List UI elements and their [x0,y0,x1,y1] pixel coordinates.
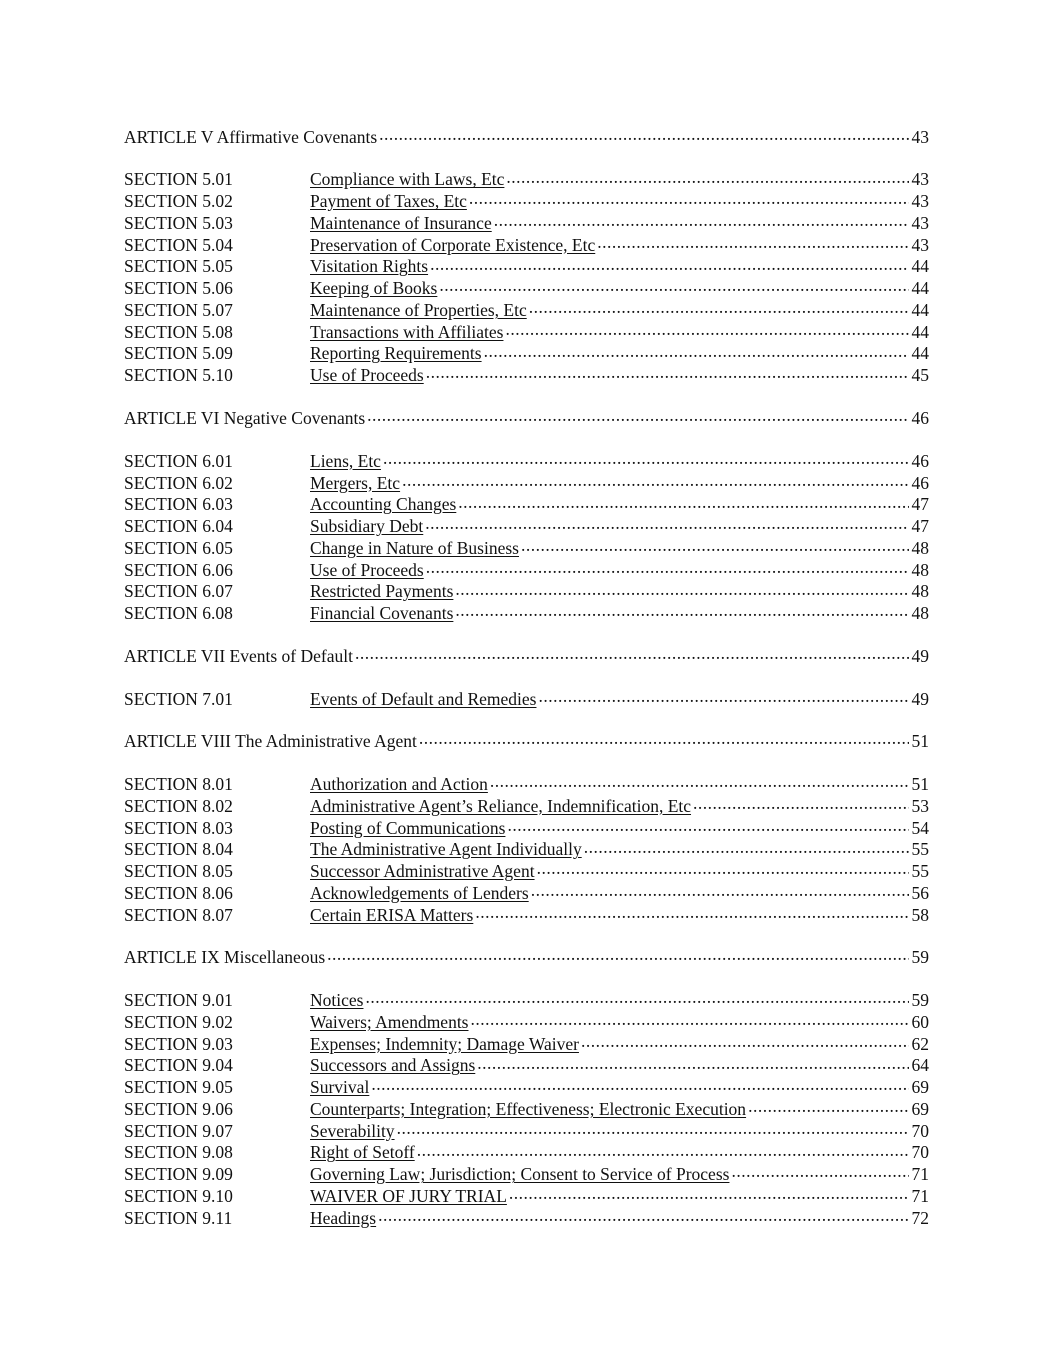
article-block [124,644,929,709]
section-page-number: 72 [911,1207,929,1228]
section-title-link[interactable]: Certain ERISA Matters [310,904,474,925]
section-page-number: 46 [911,472,929,493]
section-title-link[interactable]: Change in Nature of Business [310,537,519,558]
section-page-number: 45 [911,365,929,386]
toc-section-entry [124,493,929,515]
dot-leader [355,644,909,662]
section-title-link[interactable]: Reporting Requirements [310,343,482,364]
section-page-number: 44 [911,299,929,320]
section-title-link[interactable]: Posting of Communications [310,817,506,838]
article-block [124,946,929,1228]
section-number: SECTION 6.06 [124,559,233,580]
toc-section-entry [124,860,929,882]
section-title-link[interactable]: Notices [310,990,364,1011]
section-title-link[interactable]: Use of Proceeds [310,365,424,386]
section-number: SECTION 9.07 [124,1120,233,1141]
dot-leader [455,602,909,620]
toc-section-entry [124,1206,929,1228]
section-title-link[interactable]: Use of Proceeds [310,559,424,580]
toc-section-entry [124,255,929,277]
toc-section-entry [124,1119,929,1141]
section-title-link[interactable]: Maintenance of Insurance [310,212,492,233]
section-number: SECTION 8.01 [124,774,233,795]
dot-leader [529,298,909,316]
section-number: SECTION 8.06 [124,882,233,903]
toc-section-entry [124,580,929,602]
dot-leader [505,320,909,338]
dot-leader [537,860,909,878]
section-list [124,773,929,925]
section-number: SECTION 8.02 [124,795,233,816]
toc-article-entry[interactable] [124,406,929,428]
section-number: SECTION 6.05 [124,537,233,558]
article-title: ARTICLE VII Events of Default [124,645,353,666]
section-title-link[interactable]: Compliance with Laws, Etc [310,169,505,190]
toc-section-entry [124,233,929,255]
toc-section-entry [124,1097,929,1119]
section-page-number: 47 [911,494,929,515]
section-title-link[interactable]: Maintenance of Properties, Etc [310,299,527,320]
section-page-number: 51 [911,774,929,795]
section-number: SECTION 9.03 [124,1033,233,1054]
article-page-number: 43 [911,126,929,147]
article-page-number: 46 [911,407,929,428]
section-list [124,687,929,709]
toc-section-entry [124,190,929,212]
toc-section-entry [124,558,929,580]
section-page-number: 62 [911,1033,929,1054]
dot-leader [531,881,909,899]
section-page-number: 48 [911,581,929,602]
dot-leader [471,1010,910,1028]
section-number: SECTION 7.01 [124,688,233,709]
section-title-link[interactable]: Accounting Changes [310,494,457,515]
section-title-link[interactable]: Subsidiary Debt [310,516,424,537]
article-block [124,125,929,385]
section-number: SECTION 9.04 [124,1055,233,1076]
section-page-number: 60 [911,1011,929,1032]
section-page-number: 55 [911,861,929,882]
section-title-link[interactable]: Waivers; Amendments [310,1011,469,1032]
article-block [124,730,929,925]
dot-leader [419,730,909,748]
section-number: SECTION 9.10 [124,1185,233,1206]
section-title-link[interactable]: Payment of Taxes, Etc [310,191,467,212]
dot-leader [597,233,909,251]
section-number: SECTION 9.06 [124,1098,233,1119]
toc-article-entry[interactable] [124,730,929,752]
dot-leader [378,1206,909,1224]
section-page-number: 70 [911,1120,929,1141]
section-title-link[interactable]: Successors and Assigns [310,1055,476,1076]
dot-leader [748,1097,909,1115]
dot-leader [538,687,909,705]
toc-section-entry [124,903,929,925]
dot-leader [371,1076,909,1094]
section-title-link[interactable]: Acknowledgements of Lenders [310,882,529,903]
dot-leader [477,1054,909,1072]
section-page-number: 43 [911,212,929,233]
section-number: SECTION 5.07 [124,299,233,320]
dot-leader [439,277,909,295]
section-title-link[interactable]: Liens, Etc [310,450,381,471]
section-number: SECTION 5.09 [124,343,233,364]
section-number: SECTION 8.07 [124,904,233,925]
toc-section-entry [124,1141,929,1163]
section-number: SECTION 5.01 [124,169,233,190]
dot-leader [430,255,909,273]
section-number: SECTION 6.03 [124,494,233,515]
section-page-number: 64 [911,1055,929,1076]
section-title-link[interactable]: Headings [310,1207,377,1228]
article-block [124,406,929,623]
section-page-number: 47 [911,516,929,537]
toc-section-entry [124,1010,929,1032]
section-title-link[interactable]: Financial Covenants [310,603,454,624]
dot-leader [490,773,909,791]
section-title-link[interactable]: Authorization and Action [310,774,488,795]
section-page-number: 71 [911,1164,929,1185]
toc-section-entry [124,838,929,860]
section-title-link[interactable]: Administrative Agent’s Reliance, Indemnification, Etc [310,795,692,816]
section-number: SECTION 5.08 [124,321,233,342]
dot-leader [469,190,909,208]
section-title-link[interactable]: Transactions with Affiliates [310,321,504,342]
section-number: SECTION 6.01 [124,450,233,471]
section-page-number: 55 [911,839,929,860]
dot-leader [458,493,909,511]
section-title-link[interactable]: Expenses; Indemnity; Damage Waiver [310,1033,579,1054]
section-title-link[interactable]: Survival [310,1077,370,1098]
dot-leader [509,1184,909,1202]
toc-section-entry [124,773,929,795]
section-number: SECTION 9.05 [124,1077,233,1098]
section-number: SECTION 6.08 [124,603,233,624]
section-number: SECTION 9.01 [124,990,233,1011]
dot-leader [327,946,909,964]
section-title-link[interactable]: Counterparts; Integration; Effectiveness; Electronic Execution [310,1098,747,1119]
section-page-number: 53 [911,795,929,816]
section-number: SECTION 9.09 [124,1164,233,1185]
section-title-link[interactable]: The Administrative Agent Individually [310,839,582,860]
dot-leader [417,1141,909,1159]
toc-article-entry[interactable] [124,946,929,968]
article-page-number: 59 [911,947,929,968]
section-list [124,168,929,386]
dot-leader [584,838,909,856]
toc-section-entry [124,277,929,299]
dot-leader [521,536,909,554]
toc-article-entry[interactable] [124,644,929,666]
dot-leader [425,515,909,533]
section-title-link[interactable]: Events of Default and Remedies [310,688,537,709]
section-title-link[interactable]: Governing Law; Jurisdiction; Consent to Service of Process [310,1164,730,1185]
section-number: SECTION 5.05 [124,256,233,277]
toc-section-entry [124,881,929,903]
section-page-number: 48 [911,559,929,580]
section-page-number: 58 [911,904,929,925]
section-title-link[interactable]: Right of Setoff [310,1142,415,1163]
section-page-number: 43 [911,169,929,190]
section-title-link[interactable]: Successor Administrative Agent [310,861,535,882]
section-title-link[interactable]: Mergers, Etc [310,472,401,493]
section-number: SECTION 9.11 [124,1207,233,1228]
dot-leader [506,168,909,186]
section-page-number: 71 [911,1185,929,1206]
section-page-number: 54 [911,817,929,838]
dot-leader [455,580,909,598]
article-page-number: 49 [911,645,929,666]
dot-leader [475,903,909,921]
dot-leader [397,1119,909,1137]
section-page-number: 46 [911,450,929,471]
section-title-link[interactable]: Keeping of Books [310,278,438,299]
section-number: SECTION 9.02 [124,1011,233,1032]
article-title: ARTICLE IX Miscellaneous [124,947,326,968]
article-page-number: 51 [911,731,929,752]
section-list [124,989,929,1228]
section-number: SECTION 6.04 [124,516,233,537]
section-number: SECTION 8.04 [124,839,233,860]
toc-section-entry [124,471,929,493]
dot-leader [426,364,909,382]
toc-section-entry [124,536,929,558]
section-title-link[interactable]: Severability [310,1120,395,1141]
section-page-number: 70 [911,1142,929,1163]
toc-section-entry [124,320,929,342]
section-page-number: 43 [911,191,929,212]
toc-section-entry [124,602,929,624]
dot-leader [367,406,909,424]
dot-leader [581,1032,909,1050]
section-number: SECTION 5.02 [124,191,233,212]
toc-section-entry [124,1076,929,1098]
dot-leader [484,342,909,360]
toc-section-entry [124,1054,929,1076]
toc-section-entry [124,211,929,233]
article-title: ARTICLE VI Negative Covenants [124,407,366,428]
section-number: SECTION 8.03 [124,817,233,838]
dot-leader [494,211,909,229]
toc-section-entry [124,687,929,709]
section-page-number: 44 [911,343,929,364]
article-title: ARTICLE V Affirmative Covenants [124,126,378,147]
section-page-number: 56 [911,882,929,903]
section-page-number: 69 [911,1098,929,1119]
toc-section-entry [124,449,929,471]
toc-section-entry [124,1163,929,1185]
dot-leader [507,816,909,834]
section-number: SECTION 5.03 [124,212,233,233]
toc-section-entry [124,342,929,364]
section-number: SECTION 6.02 [124,472,233,493]
section-page-number: 69 [911,1077,929,1098]
toc-section-entry [124,168,929,190]
section-title-link[interactable]: Visitation Rights [310,256,429,277]
toc-section-entry [124,794,929,816]
section-number: SECTION 8.05 [124,861,233,882]
section-number: SECTION 5.06 [124,278,233,299]
section-title-link[interactable]: Preservation of Corporate Existence, Etc [310,234,596,255]
toc-section-entry [124,515,929,537]
article-title: ARTICLE VIII The Administrative Agent [124,731,417,752]
section-page-number: 44 [911,321,929,342]
section-number: SECTION 5.10 [124,365,233,386]
section-number: SECTION 6.07 [124,581,233,602]
dot-leader [365,989,909,1007]
dot-leader [383,449,909,467]
section-page-number: 44 [911,278,929,299]
section-title-link[interactable]: WAIVER OF JURY TRIAL [310,1185,507,1206]
section-page-number: 48 [911,603,929,624]
section-page-number: 49 [911,688,929,709]
dot-leader [693,794,909,812]
section-title-link[interactable]: Restricted Payments [310,581,454,602]
table-of-contents [124,125,929,1249]
section-list [124,449,929,623]
dot-leader [402,471,909,489]
toc-section-entry [124,1032,929,1054]
section-page-number: 43 [911,234,929,255]
toc-section-entry [124,989,929,1011]
dot-leader [426,558,909,576]
section-number: SECTION 9.08 [124,1142,233,1163]
section-page-number: 59 [911,990,929,1011]
section-page-number: 44 [911,256,929,277]
toc-section-entry [124,364,929,386]
dot-leader [731,1163,909,1181]
toc-section-entry [124,1184,929,1206]
dot-leader [379,125,909,143]
toc-article-entry[interactable] [124,125,929,147]
toc-section-entry [124,298,929,320]
section-number: SECTION 5.04 [124,234,233,255]
toc-section-entry [124,816,929,838]
section-page-number: 48 [911,537,929,558]
